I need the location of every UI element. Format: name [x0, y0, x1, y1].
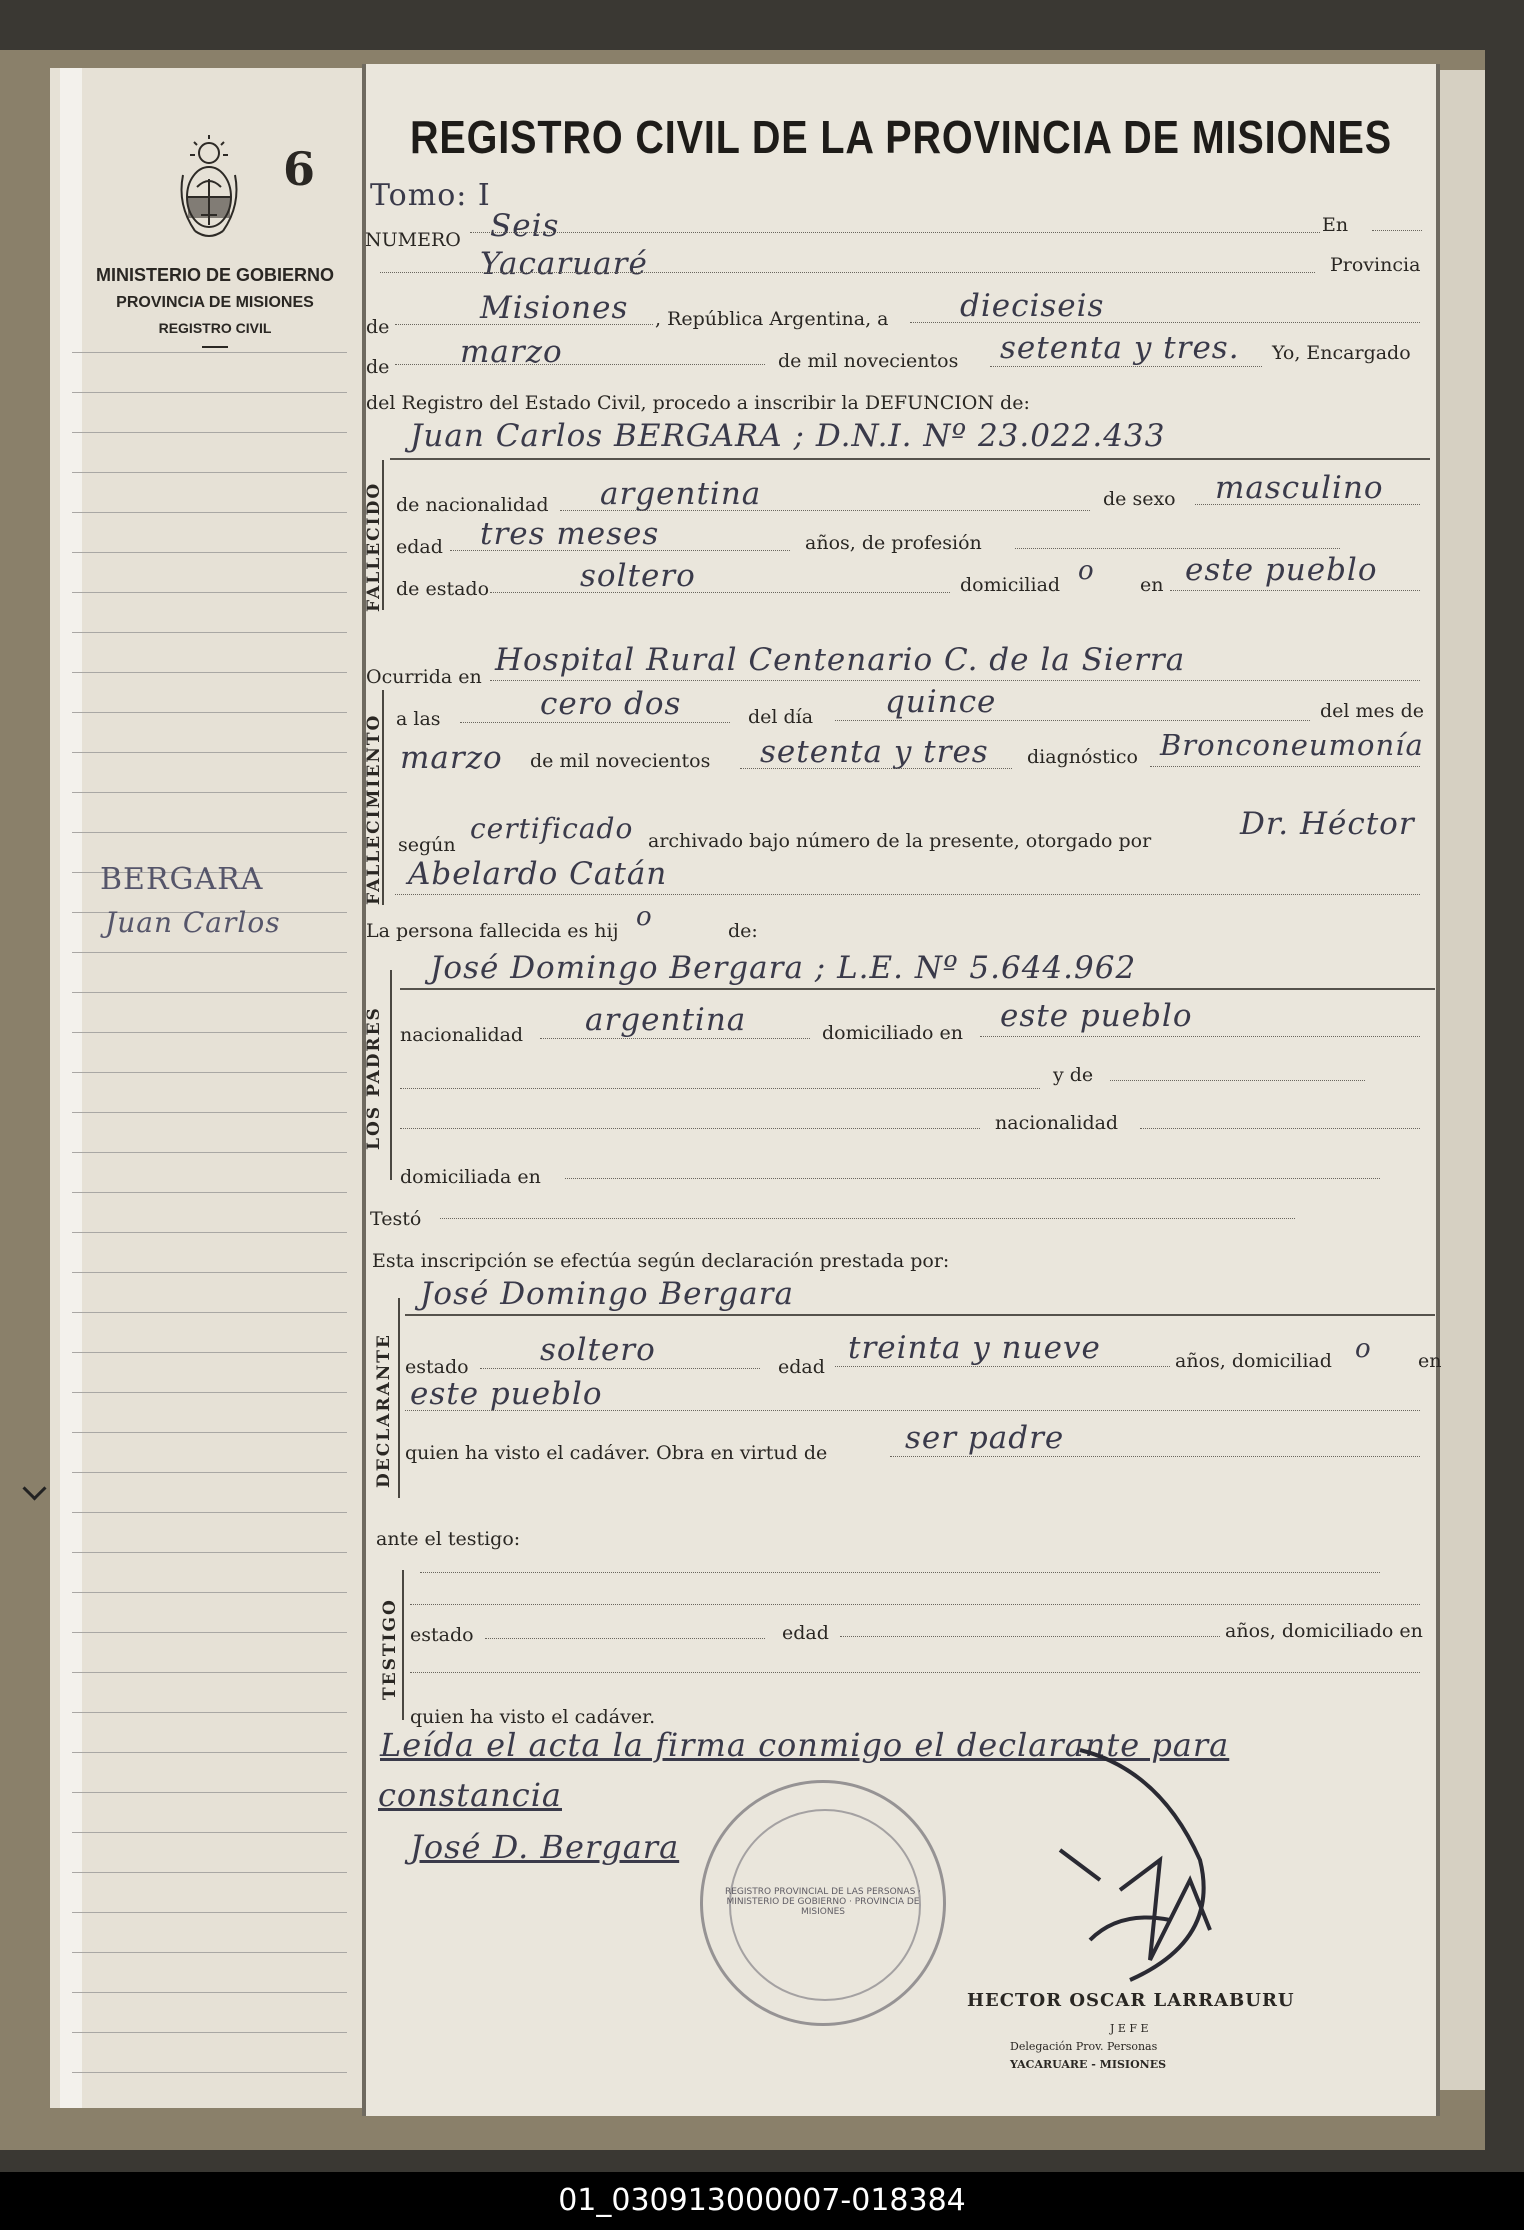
margin-ruled-line	[72, 2032, 347, 2033]
alas-label: a las	[396, 708, 441, 730]
anio-fallecimiento-value: setenta y tres	[760, 734, 989, 770]
margin-ruled-line	[72, 1232, 347, 1233]
numero-label: NUMERO	[365, 229, 461, 251]
scan-identifier: 01_030913000007-018384	[0, 2172, 1524, 2230]
margin-ruled-line	[72, 1152, 347, 1153]
margin-ruled-line	[72, 1752, 347, 1753]
provincia-label: Provincia	[1330, 254, 1421, 276]
testo-line	[440, 1218, 1295, 1219]
padre-nacionalidad-value: argentina	[585, 1002, 747, 1038]
mes-value: marzo	[460, 334, 563, 370]
fallecido-domicilio-value: este pueblo	[1185, 552, 1378, 588]
ministry-header	[80, 265, 350, 348]
page-number: 6	[283, 142, 316, 196]
virtud-line	[890, 1456, 1420, 1457]
intro-label: del Registro del Estado Civil, procedo a inscribir la DEFUNCION de:	[366, 392, 1030, 414]
fallecido-domicilio-line	[1170, 590, 1420, 591]
fallecido-section-label: FALLECIDO	[364, 481, 384, 612]
delmes-label: del mes de	[1320, 700, 1424, 722]
padres-section-label: LOS PADRES	[364, 1006, 384, 1150]
province-line: PROVINCIA DE MISIONES	[116, 294, 314, 311]
numero-value: Seis	[490, 208, 560, 244]
profesion-line	[1015, 548, 1340, 549]
margin-ruled-line	[72, 1032, 347, 1033]
declarante-nombre-line	[405, 1314, 1435, 1316]
de-label-2: de	[366, 356, 390, 378]
declarante-signature: José D. Bergara	[410, 1828, 680, 1866]
padre-domicilio-value: este pueblo	[1000, 998, 1193, 1034]
mes-line	[395, 364, 765, 365]
margin-ruled-line	[72, 1472, 347, 1473]
margin-ruled-line	[72, 352, 347, 353]
testigo-anios-label: años, domiciliado en	[1225, 1620, 1423, 1642]
margin-ruled-line	[72, 592, 347, 593]
margin-ruled-line	[72, 432, 347, 433]
diagnostico-line	[1150, 766, 1420, 767]
margin-note-name: Juan Carlos	[105, 906, 281, 939]
document-title: REGISTRO CIVIL DE LA PROVINCIA DE MISIONES	[410, 111, 1393, 163]
dia-line	[910, 322, 1420, 323]
padre-extra-line	[400, 1088, 1040, 1089]
declarante-section-label: DECLARANTE	[374, 1333, 394, 1488]
diagnostico-label: diagnóstico	[1027, 746, 1138, 768]
mes-fallecimiento-value: marzo	[400, 740, 503, 776]
hora-line	[460, 722, 730, 723]
margin-ruled-line	[72, 992, 347, 993]
paper-fold	[60, 68, 82, 2108]
padres-bracket	[390, 970, 392, 1180]
margin-ruled-line	[72, 832, 347, 833]
testo-label: Testó	[370, 1208, 422, 1230]
testigo-nombre-line	[420, 1572, 1380, 1573]
certificado-value: certificado	[470, 812, 634, 845]
declarante-en-label: en	[1418, 1350, 1442, 1372]
hora-value: cero dos	[540, 686, 682, 722]
ocurrida-line	[490, 680, 1420, 681]
margin-ruled-line	[72, 2072, 347, 2073]
medico-value-2: Abelardo Catán	[408, 856, 668, 892]
declarante-nombre-value: José Domingo Bergara	[420, 1276, 794, 1312]
margin-ruled-line	[72, 512, 347, 513]
closing-line-1: Leída el acta la firma conmigo el declarante para	[380, 1726, 1230, 1764]
margin-ruled-line	[72, 1592, 347, 1593]
fallecido-edad-line	[450, 550, 790, 551]
margin-ruled-line	[72, 1352, 347, 1353]
margin-page	[50, 68, 362, 2108]
testigo-edad-line	[840, 1636, 1220, 1637]
dia-fallecimiento-line	[835, 720, 1310, 721]
fallecido-en-label: en	[1140, 574, 1164, 596]
stamp-title: J E F E	[1110, 2022, 1149, 2035]
mil-label: de mil novecientos	[778, 350, 959, 372]
fallecido-nacionalidad-label: de nacionalidad	[396, 494, 549, 516]
anio-value: setenta y tres.	[1000, 330, 1240, 366]
testigo-domicilio-line	[410, 1672, 1420, 1673]
fallecido-nombre-line	[390, 458, 1430, 460]
testigo-section-label: TESTIGO	[380, 1598, 400, 1700]
madre-domicilio-line	[565, 1178, 1380, 1179]
fallecido-nombre-value: Juan Carlos BERGARA ; D.N.I. Nº 23.022.433	[410, 418, 1166, 454]
diagnostico-value: Bronconeumonía	[1160, 728, 1424, 762]
margin-ruled-line	[72, 752, 347, 753]
closing-line-2: constancia	[378, 1776, 562, 1814]
madre-nacionalidad-line	[1140, 1128, 1420, 1129]
lugar-value: Yacaruaré	[480, 246, 648, 282]
fallecido-edad-label: edad	[396, 536, 443, 558]
hijo-suffix: o	[636, 902, 653, 932]
margin-ruled-line	[72, 1912, 347, 1913]
testigo-visto-label: quien ha visto el cadáver.	[410, 1706, 656, 1728]
madre-domiciliada-label: domiciliada en	[400, 1166, 541, 1188]
margin-ruled-line	[72, 792, 347, 793]
dia-value: dieciseis	[960, 288, 1105, 324]
margin-ruled-line	[72, 1272, 347, 1273]
declarante-bracket	[398, 1298, 400, 1498]
virtud-value: ser padre	[905, 1420, 1065, 1456]
padre-value: José Domingo Bergara ; L.E. Nº 5.644.962	[430, 950, 1137, 986]
sexo-value: masculino	[1215, 470, 1384, 506]
declarante-anios-label: años, domiciliad	[1175, 1350, 1332, 1372]
declarante-edad-label: edad	[778, 1356, 825, 1378]
republica-label: , República Argentina, a	[655, 308, 889, 330]
fallecimiento-mil-label: de mil novecientos	[530, 750, 711, 772]
segun-label: según	[398, 834, 456, 856]
margin-ruled-line	[72, 1552, 347, 1553]
margin-ruled-line	[72, 1112, 347, 1113]
stamp-delegacion: Delegación Prov. Personas	[1010, 2040, 1158, 2053]
fallecido-nacionalidad-value: argentina	[600, 476, 762, 512]
margin-ruled-line	[72, 1632, 347, 1633]
declarante-domiciliad-suffix: o	[1355, 1334, 1372, 1364]
provincia-line	[395, 324, 653, 325]
fallecimiento-section-label: FALLECIMIENTO	[364, 713, 384, 905]
margin-ruled-line	[72, 392, 347, 393]
tomo-value: Tomo: I	[370, 178, 491, 213]
declarante-estado-label: estado	[405, 1356, 469, 1378]
testigo-estado-line	[485, 1638, 765, 1639]
margin-ruled-line	[72, 1432, 347, 1433]
margin-ruled-line	[72, 1872, 347, 1873]
provincia-value: Misiones	[480, 290, 629, 326]
ocurrida-label: Ocurrida en	[366, 666, 482, 688]
margin-note-surname: BERGARA	[100, 862, 264, 897]
margin-ruled-line	[72, 472, 347, 473]
fallecido-domiciliad-suffix: o	[1078, 556, 1095, 586]
declarante-estado-value: soltero	[540, 1332, 656, 1368]
margin-ruled-line	[72, 1672, 347, 1673]
anios-profesion-label: años, de profesión	[805, 532, 982, 554]
margin-ruled-line	[72, 1712, 347, 1713]
ocurrida-lugar-value: Hospital Rural Centenario C. de la Sierra	[495, 642, 1186, 678]
stamp-name: HECTOR OSCAR LARRABURU	[967, 1990, 1295, 2011]
margin-ruled-line	[72, 952, 347, 953]
registry-seal	[700, 1780, 946, 2026]
fallecido-edad-value: tres meses	[480, 516, 660, 552]
fallecido-estado-label: de estado	[396, 578, 490, 600]
en-label: En	[1322, 214, 1349, 236]
margin-ruled-line	[72, 1832, 347, 1833]
margin-ruled-line	[72, 672, 347, 673]
margin-ruled-line	[72, 1512, 347, 1513]
hijo-de-label: de:	[728, 920, 758, 942]
anio-fallecimiento-line	[740, 768, 1012, 769]
page-right-rule	[1436, 64, 1440, 2116]
margin-ruled-line	[72, 1992, 347, 1993]
sexo-line	[1195, 504, 1420, 505]
margin-ruled-line	[72, 1792, 347, 1793]
hijo-label: La persona fallecida es hij	[366, 920, 619, 942]
fallecido-domiciliad-label: domiciliad	[960, 574, 1061, 596]
numero-line	[470, 232, 1320, 233]
madre-name-line	[400, 1128, 980, 1129]
medico-line	[395, 894, 1420, 895]
argentine-coat-of-arms-icon	[175, 135, 243, 243]
margin-ruled-line	[72, 1952, 347, 1953]
lugar-line	[380, 272, 1315, 273]
declaracion-intro-label: Esta inscripción se efectúa según declaración prestada por:	[372, 1250, 950, 1272]
ministry-divider	[202, 346, 228, 348]
declarante-estado-line	[480, 1368, 760, 1369]
ministry-line: MINISTERIO DE GOBIERNO	[95, 265, 335, 285]
padre-domiciliado-label: domiciliado en	[822, 1022, 964, 1044]
testigo-estado-label: estado	[410, 1624, 474, 1646]
testigo-edad-label: edad	[782, 1622, 829, 1644]
declarante-edad-value: treinta y nueve	[848, 1330, 1101, 1366]
stamp-location: YACARUARE - MISIONES	[1010, 2058, 1167, 2071]
declarante-edad-line	[835, 1366, 1170, 1367]
padre-nacionalidad-line	[540, 1038, 810, 1039]
margin-ruled-line	[72, 632, 347, 633]
en-line	[1372, 230, 1422, 231]
padre-line	[400, 988, 1435, 990]
fallecido-nacionalidad-line	[560, 510, 1090, 511]
declarante-visto-label: quien ha visto el cadáver. Obra en virtud de	[405, 1442, 828, 1464]
declarante-domicilio-value: este pueblo	[410, 1376, 603, 1412]
deldia-label: del día	[748, 706, 814, 728]
dia-fallecimiento-value: quince	[885, 684, 997, 720]
fallecido-estado-value: soltero	[580, 558, 696, 594]
declarante-domicilio-line	[405, 1410, 1420, 1411]
fallecido-estado-line	[490, 592, 950, 593]
margin-ruled-line	[72, 1072, 347, 1073]
archivado-label: archivado bajo número de la presente, otorgado por	[648, 830, 1152, 852]
padre-nacionalidad-label: nacionalidad	[400, 1024, 524, 1046]
official-signature-scribble	[1020, 1740, 1280, 2000]
adjacent-page-edge	[1440, 70, 1485, 2090]
medico-value-1: Dr. Héctor	[1240, 806, 1415, 842]
testigo-extra-line	[410, 1604, 1420, 1605]
yde-label: y de	[1053, 1064, 1094, 1086]
ante-testigo-label: ante el testigo:	[376, 1528, 521, 1550]
registry-line: REGISTRO CIVIL	[158, 320, 272, 336]
yo-label: Yo, Encargado	[1272, 342, 1411, 364]
sexo-label: de sexo	[1103, 488, 1176, 510]
de-label: de	[366, 316, 390, 338]
margin-ruled-line	[72, 712, 347, 713]
anio-line	[990, 366, 1262, 367]
margin-ruled-line	[72, 1192, 347, 1193]
testigo-bracket	[402, 1570, 404, 1720]
madre-line	[1110, 1080, 1365, 1081]
padre-domicilio-line	[980, 1036, 1420, 1037]
seal-text: REGISTRO PROVINCIAL DE LAS PERSONAS · MINISTERIO DE GOBIERNO · PROVINCIA DE MISIONES	[724, 1887, 921, 1917]
margin-ruled-line	[72, 552, 347, 553]
madre-nacionalidad-label: nacionalidad	[995, 1112, 1119, 1134]
margin-ruled-line	[72, 1392, 347, 1393]
margin-ruled-line	[72, 1312, 347, 1313]
